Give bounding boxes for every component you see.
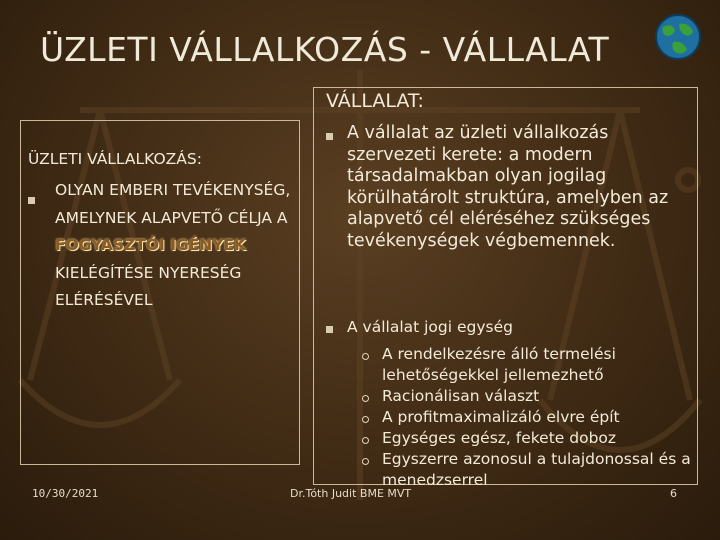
list-item-text: A profitmaximalizáló elvre épít bbox=[382, 408, 620, 426]
circle-bullet-icon bbox=[362, 437, 369, 444]
list-item bbox=[362, 407, 702, 428]
bullet-square-icon bbox=[28, 197, 35, 204]
list-item bbox=[362, 344, 702, 386]
right-panel-bullet-2: A vállalat jogi egység bbox=[347, 318, 513, 336]
footer-author: Dr.Tóth Judit BME MVT bbox=[290, 487, 412, 500]
list-item-text: Egyszerre azonosul a tulajdonossal és a menedzserrel bbox=[382, 450, 691, 489]
circle-bullet-icon bbox=[362, 395, 369, 402]
list-item bbox=[362, 449, 702, 491]
list-item-text: Racionálisan választ bbox=[382, 387, 540, 405]
list-item bbox=[362, 428, 702, 449]
highlighted-term: FOGYASZTÓI IGÉNYEK bbox=[55, 236, 247, 254]
list-item bbox=[362, 386, 702, 407]
bullet-text-part1: OLYAN EMBERI TEVÉKENYSÉG, AMELYNEK ALAPVETŐ CÉLJA A bbox=[55, 181, 291, 227]
circle-bullet-icon bbox=[362, 416, 369, 423]
page-number: 6 bbox=[670, 487, 677, 500]
sub-bullet-list bbox=[362, 344, 702, 491]
right-panel-bullet-1: A vállalat az üzleti vállalkozás szervezeti kerete: a modern társadalmakban olyan jogilag körülhatárolt struktúra, amelyben az alapvető cél eléréséhez szükséges tevékenységek végbemennek. bbox=[347, 123, 669, 251]
footer-date: 10/30/2021 bbox=[32, 487, 99, 500]
slide-title: ÜZLETI VÁLLALKOZÁS - VÁLLALAT bbox=[40, 30, 610, 69]
right-panel-heading: VÁLLALAT: bbox=[326, 90, 424, 112]
circle-bullet-icon bbox=[362, 353, 369, 360]
left-panel-heading: ÜZLETI VÁLLALKOZÁS: bbox=[28, 150, 202, 168]
bullet-text-part2: KIELÉGÍTÉSE NYERESÉG ELÉRÉSÉVEL bbox=[55, 263, 242, 309]
list-item-text: Egységes egész, fekete doboz bbox=[382, 429, 617, 447]
bullet-square-icon bbox=[326, 326, 333, 333]
globe-icon bbox=[653, 12, 703, 62]
list-item-text: A rendelkezésre álló termelési lehetőségekkel jellemezhető bbox=[382, 345, 616, 384]
left-panel-bullet bbox=[55, 177, 295, 315]
circle-bullet-icon bbox=[362, 458, 369, 465]
bullet-square-icon bbox=[326, 133, 333, 140]
